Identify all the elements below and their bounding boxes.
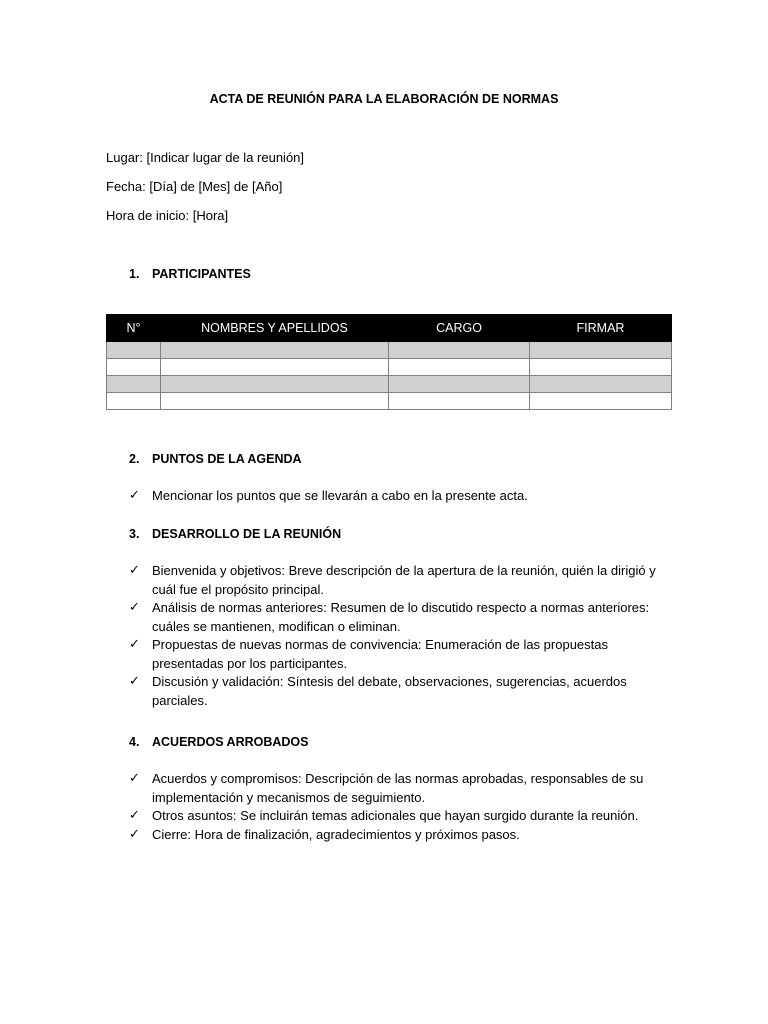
- list-item: [129, 487, 669, 506]
- table-cell: [161, 342, 389, 359]
- table-cell: [530, 359, 672, 376]
- list-item-text: Bienvenida y objetivos: Breve descripción de la apertura de la reunión, quién la dirigió y cuál fue el propósito principal.: [152, 563, 656, 597]
- section-number: 2.: [129, 452, 140, 466]
- table-cell: [530, 376, 672, 393]
- table-cell: [389, 376, 530, 393]
- table-cell: [389, 359, 530, 376]
- table-cell: [389, 342, 530, 359]
- list-item: [129, 562, 669, 599]
- table-cell: [107, 342, 161, 359]
- desarrollo-list: [129, 562, 669, 710]
- table-cell: [389, 393, 530, 410]
- section-heading-participantes: [129, 267, 251, 281]
- table-cell: [107, 393, 161, 410]
- list-item: [129, 599, 669, 636]
- table-cell: [161, 376, 389, 393]
- column-header-cargo: CARGO: [389, 315, 530, 342]
- meta-hora-inicio: Hora de inicio: [Hora]: [106, 208, 229, 223]
- table-row: [107, 393, 672, 410]
- agenda-list: [129, 487, 669, 506]
- table-row: [107, 342, 672, 359]
- list-item: [129, 673, 669, 710]
- table-row: [107, 359, 672, 376]
- list-item: [129, 807, 669, 826]
- table-cell: [107, 376, 161, 393]
- check-icon: ✓: [129, 637, 140, 652]
- table-cell: [530, 342, 672, 359]
- acuerdos-list: [129, 770, 669, 844]
- check-icon: ✓: [129, 488, 140, 503]
- list-item-text: Propuestas de nuevas normas de convivencia: Enumeración de las propuestas presentadas por los participantes.: [152, 637, 608, 671]
- table-row: [107, 376, 672, 393]
- section-title: PUNTOS DE LA AGENDA: [152, 452, 302, 466]
- meta-lugar: Lugar: [Indicar lugar de la reunión]: [106, 150, 305, 165]
- section-number: 3.: [129, 527, 140, 541]
- section-title: PARTICIPANTES: [152, 267, 251, 281]
- list-item-text: Cierre: Hora de finalización, agradecimientos y próximos pasos.: [152, 826, 520, 842]
- list-item: [129, 636, 669, 673]
- table-cell: [530, 393, 672, 410]
- section-heading-acuerdos: [129, 735, 309, 749]
- list-item: [129, 826, 669, 845]
- table-cell: [107, 359, 161, 376]
- column-header-firmar: FIRMAR: [530, 315, 672, 342]
- section-number: 1.: [129, 267, 140, 281]
- check-icon: ✓: [129, 826, 140, 842]
- check-icon: ✓: [129, 674, 140, 689]
- list-item-text: Discusión y validación: Síntesis del debate, observaciones, sugerencias, acuerdos parciales.: [152, 674, 627, 708]
- check-icon: ✓: [129, 808, 140, 823]
- list-item-text: Otros asuntos: Se incluirán temas adicionales que hayan surgido durante la reunión.: [152, 808, 639, 823]
- section-number: 4.: [129, 735, 140, 749]
- column-header-names: NOMBRES Y APELLIDOS: [161, 315, 389, 342]
- table-header-row: [107, 315, 672, 342]
- list-item-text: Análisis de normas anteriores: Resumen de lo discutido respecto a normas anteriores: cuáles se mantienen, modifican o eliminan.: [152, 600, 650, 634]
- check-icon: ✓: [129, 563, 140, 578]
- check-icon: ✓: [129, 771, 140, 786]
- section-heading-desarrollo: [129, 527, 341, 541]
- list-item-text: Acuerdos y compromisos: Descripción de las normas aprobadas, responsables de su implementación y mecanismos de seguimiento.: [152, 771, 644, 805]
- section-heading-agenda: [129, 452, 302, 466]
- list-item-text: Mencionar los puntos que se llevarán a cabo en la presente acta.: [152, 488, 528, 503]
- column-header-number: N°: [107, 315, 161, 342]
- table-cell: [161, 359, 389, 376]
- check-icon: ✓: [129, 600, 140, 615]
- document-title: ACTA DE REUNIÓN PARA LA ELABORACIÓN DE NORMAS: [209, 92, 559, 106]
- participants-table: [106, 314, 672, 410]
- section-title: ACUERDOS ARROBADOS: [152, 735, 309, 749]
- list-item: [129, 770, 669, 807]
- section-title: DESARROLLO DE LA REUNIÓN: [152, 527, 342, 541]
- meta-fecha: Fecha: [Día] de [Mes] de [Año]: [106, 179, 283, 194]
- table-cell: [161, 393, 389, 410]
